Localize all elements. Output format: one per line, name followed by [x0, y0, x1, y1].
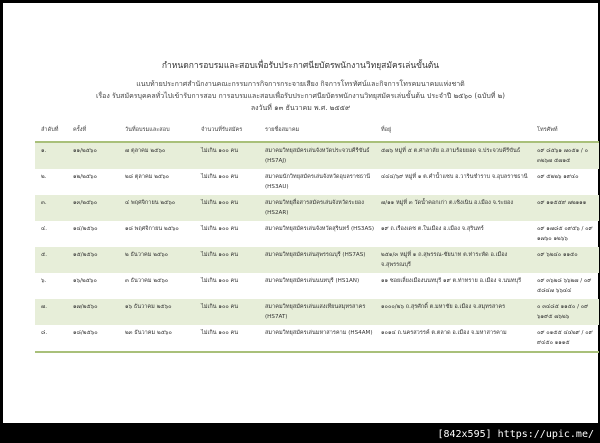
- row-address: ๗/๑๑ หมู่ที่ ๓ วัดน้ำคอกเก่า ต.เชิงเนิน อ.เมือง จ.ระยอง: [379, 195, 535, 221]
- watermark: [842x595] https://upic.me/: [437, 429, 594, 440]
- row-quota: ไม่เกิน ๑๐๐ คน: [199, 142, 263, 169]
- row-round: ๑๑/๒๕๖๐: [71, 142, 123, 169]
- row-phone: ๐ ๓๔๘๕ ๑๑๕๐ / ๐๙ ๖๑๙๕ ๗๖๒๖: [535, 299, 599, 325]
- row-phone: ๐๙ ๑๑๕๕๙ ๗๒๑๑๑: [535, 195, 599, 221]
- header-no: ลำดับที่: [35, 119, 71, 142]
- document-page: [3, 3, 598, 423]
- document-date: ลงวันที่ ๑๓ ธันวาคม พ.ศ. ๒๕๕๙: [250, 104, 351, 112]
- row-association: สมาคมนักวิทยุสมัครเล่นจังหวัดอุบลราชธานี (HS3AU): [265, 174, 371, 190]
- table-row: [35, 142, 599, 169]
- table-row: [35, 325, 599, 352]
- schedule-table: [35, 119, 599, 353]
- row-association: สมาคมวิทยุสมัครเล่นแสงเทียนสมุทรสาคร (HS7AT): [263, 299, 379, 325]
- row-round: ๑๘/๒๕๖๐: [71, 325, 123, 352]
- row-no: ๘.: [35, 325, 71, 352]
- row-date: ๑๖ ธันวาคม ๒๕๖๐: [123, 299, 199, 325]
- row-no: ๕.: [35, 247, 71, 273]
- table-row: [35, 273, 599, 299]
- row-address: ๑๑ ซอยเลี่ยงเมืองนนทบุรี ๑๙ ต.ท่าทราย อ.เมือง จ.นนทบุรี: [381, 278, 522, 284]
- row-date: ๒ ธันวาคม ๒๕๖๐: [123, 247, 199, 273]
- table-row: [35, 247, 599, 273]
- row-association: สมาคมวิทยุสื่อสารสมัครเล่นจังหวัดระยอง (HS2AR): [263, 195, 379, 221]
- row-quota: ไม่เกิน ๑๐๐ คน: [201, 174, 239, 180]
- row-date: ๓ ธันวาคม ๒๕๖๐: [125, 278, 169, 284]
- document-title: กำหนดการอบรมและสอบเพื่อรับประกาศนียบัตรพนักงานวิทยุสมัครเล่นขั้นต้น: [161, 61, 440, 71]
- row-no: ๗.: [35, 299, 71, 325]
- document-subtitle-1: แนบท้ายประกาศสำนักงานคณะกรรมการกิจการกระจายเสียง กิจการโทรทัศน์และกิจการโทรคมนาคมแห่งชาติ: [136, 80, 465, 88]
- row-round: ๑๗/๒๕๖๐: [71, 299, 123, 325]
- row-no: ๒.: [41, 174, 47, 180]
- header-association: รายชื่อสมาคม: [263, 119, 379, 142]
- header-quota: จำนวนที่รับสมัคร: [199, 119, 263, 142]
- row-association: สมาคมวิทยุสมัครเล่นมหาสารคาม (HS4AM): [263, 325, 379, 352]
- row-date: ๒๓ ธันวาคม ๒๕๖๐: [123, 325, 199, 352]
- row-quota: ไม่เกิน ๑๐๐ คน: [199, 325, 263, 352]
- row-date: ๔ พฤศจิกายน ๒๕๖๐: [123, 195, 199, 221]
- row-no: ๔.: [41, 226, 48, 232]
- row-address: ๔๔๔/๖๙ หมู่ที่ ๑ ต.คำน้ำแซบ อ.วารินชำราบ จ.อุบลราชธานี: [381, 174, 528, 180]
- table-row: [35, 169, 599, 195]
- table-body: [35, 142, 599, 352]
- row-quota: ไม่เกิน ๑๐๐ คน: [201, 226, 239, 232]
- row-association: สมาคมวิทยุสมัครเล่นจังหวัดสุรินทร์ (HS3AS): [265, 226, 375, 232]
- row-date: ๑๘ พฤศจิกายน ๒๕๖๐: [125, 226, 179, 232]
- row-round: ๑๕/๒๕๖๐: [71, 247, 123, 273]
- row-phone: ๐๙ ๕๒๒๖ ๑๙๔๐: [537, 174, 579, 180]
- row-date: ๗ ตุลาคม ๒๕๖๐: [123, 142, 199, 169]
- row-association: สมาคมวิทยุสมัครเล่นจังหวัดประจวบคีรีขันธ์ (HS7AJ): [263, 142, 379, 169]
- row-quota: ไม่เกิน ๑๐๐ คน: [199, 195, 263, 221]
- row-no: ๖.: [41, 278, 47, 284]
- row-phone: ๐๙ ๖๒๔๐ ๑๑๕๐: [535, 247, 599, 273]
- header-date: วันที่อบรมและสอบ: [123, 119, 199, 142]
- row-address: ๕๗๖ หมู่ที่ ๕ ต.ศาลาลัย อ.สามร้อยยอด จ.ประจวบคีรีขันธ์: [379, 142, 535, 169]
- row-date: ๒๘ ตุลาคม ๒๕๖๐: [125, 174, 170, 180]
- row-address: ๒๕๑/๓ หมู่ที่ ๑ ถ.สุพรรณ-ชัยนาท ต.ท่าระหัด อ.เมือง จ.สุพรรณบุรี: [379, 247, 535, 273]
- table-header-row: [35, 119, 599, 142]
- row-association: สมาคมวิทยุสมัครเล่นนนทบุรี (HS1AN): [265, 278, 360, 284]
- table-row: [35, 195, 599, 221]
- row-quota: ไม่เกิน ๑๐๐ คน: [199, 299, 263, 325]
- row-round: ๑๓/๒๕๖๐: [71, 195, 123, 221]
- row-round: ๑๒/๒๕๖๐: [73, 174, 98, 180]
- row-address: ๑๐๑๔ ถ.นครสวรรค์ ต.ตลาด อ.เมือง จ.มหาสารคาม: [379, 325, 535, 352]
- row-round: ๑๖/๒๕๖๐: [73, 278, 97, 284]
- document-subtitle-2: เรื่อง รับสมัครบุคคลทั่วไปเข้ารับการสอบ การอบรมและสอบเพื่อรับประกาศนียบัตรพนักงานวิทยุสมัครเล่นขั้นต้น ประจำปี ๒๕๖๐ (ฉบับที่ ๒): [95, 92, 505, 100]
- row-phone: ๐๙ ๑๗๘๕ ๐๙๕๖ / ๐๙ ๑๗๖๐ ๑๒๖๖: [537, 226, 593, 242]
- row-phone: ๐๙ ๘๕๖๑ ๗๐๕๑ / ๐ ๓๒๖๗ ๕๗๑๕: [535, 142, 599, 169]
- header-address: ที่อยู่: [379, 119, 535, 142]
- row-address: ๑๙ ถ.เรืองเดช ต.ในเมือง อ.เมือง จ.สุรินทร์: [381, 226, 484, 232]
- header-phone: โทรศัพท์: [535, 119, 599, 142]
- row-round: ๑๔/๒๕๖๐: [73, 226, 98, 232]
- row-phone: ๐๙ ๐๑๕๕ ๔๔๒๙ / ๐๙ ๙๔๕๐ ๑๑๑๕: [535, 325, 599, 352]
- row-no: ๓.: [35, 195, 71, 221]
- row-address: ๑๐๐๐/๒๖ ถ.สุรศักดิ์ ต.มหาชัย อ.เมือง จ.สมุทรสาคร: [379, 299, 535, 325]
- row-association: สมาคมวิทยุสมัครเล่นสุพรรณบุรี (HS7AS): [263, 247, 379, 273]
- row-quota: ไม่เกิน ๑๐๐ คน: [199, 247, 263, 273]
- row-no: ๑.: [35, 142, 71, 169]
- row-phone: ๐๙ ๓๖๒๘ ๖๖๒๗ / ๐๙ ๕๘๔๗ ๖๖๔๔: [537, 278, 592, 294]
- header-round: ครั้งที่: [71, 119, 123, 142]
- table-row: [35, 299, 599, 325]
- row-quota: ไม่เกิน ๑๐๐ คน: [201, 278, 239, 284]
- table-row: [35, 221, 599, 247]
